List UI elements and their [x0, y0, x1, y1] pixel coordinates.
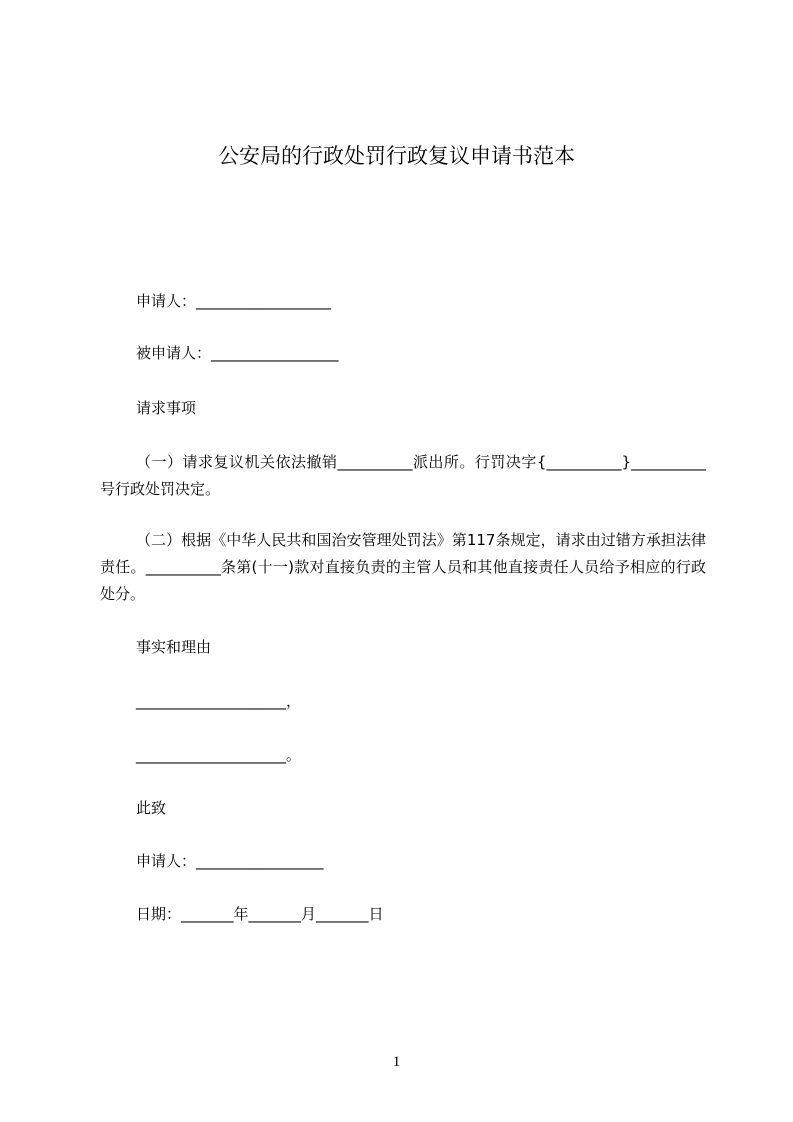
page-number: 1 — [392, 1054, 401, 1070]
facts-line-2: ____________________。 — [136, 746, 302, 764]
facts-heading: 事实和理由 — [136, 638, 212, 656]
closing-salutation: 此致 — [136, 799, 167, 817]
request-heading: 请求事项 — [136, 399, 197, 417]
request-item-2: （二）根据《中华人民共和国治安管理处罚法》第117条规定，请求由过错方承担法律责任。__________条第(十一)款对直接负责的主管人员和其他直接责任人员给予相应的行政处分。 — [100, 531, 706, 603]
request-item-1: （一）请求复议机关依法撤销__________派出所。行罚决字{__________}__________号行政处罚决定。 — [100, 453, 706, 498]
applicant-line: 申请人：__________________ — [136, 292, 332, 310]
date-line: 日期：_______年_______月_______日 — [136, 905, 384, 923]
facts-line-1: ____________________， — [136, 692, 302, 710]
respondent-line: 被申请人：_________________ — [136, 344, 339, 362]
document-title: 公安局的行政处罚行政复议申请书范本 — [218, 144, 575, 168]
signature-applicant: 申请人：_________________ — [136, 852, 324, 870]
